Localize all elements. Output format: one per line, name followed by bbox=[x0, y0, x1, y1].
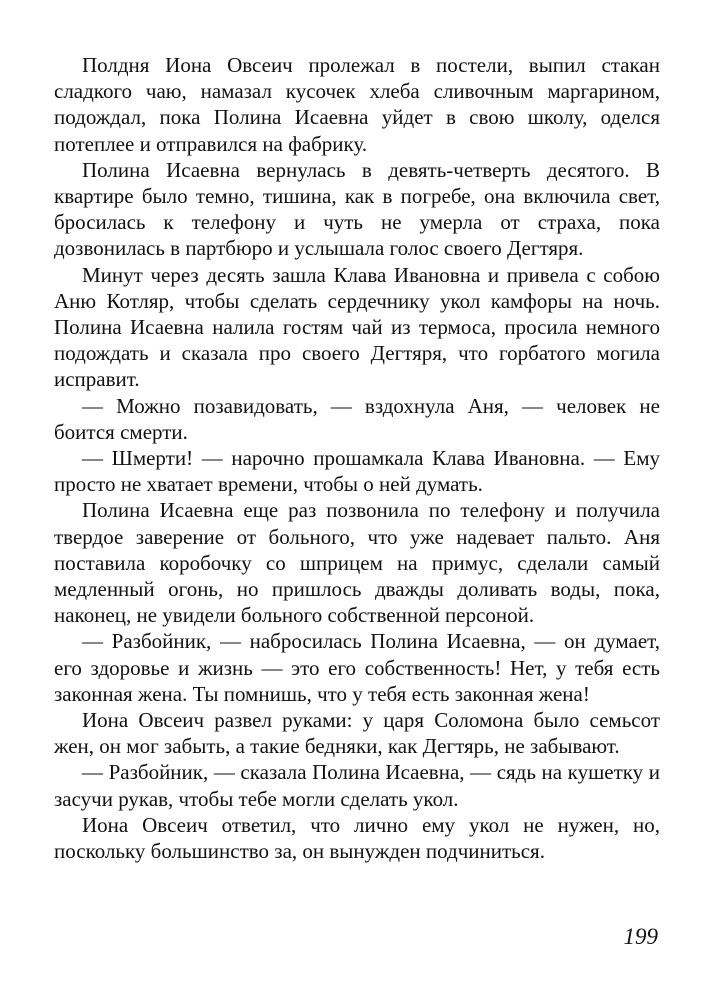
paragraph-1: Полдня Иона Овсеич пролежал в постели, выпил стакан сладкого чаю, намазал кусочек хлеба сливочным маргарином, подождал, пока Полина Исаевна уйдет в свою школу, оделся потеплее и отправился на фабрику. bbox=[54, 53, 660, 156]
paragraph-10: Иона Овсеич ответил, что лично ему укол не нужен, но, поскольку большинство за, он вынужден подчиниться. bbox=[54, 812, 660, 864]
paragraph-2: Полина Исаевна вернулась в девять-четверть десятого. В квартире было темно, тишина, как в погребе, она включила свет, бросилась к телефону и чуть не умерла от страха, пока дозвонилась в партбюро и услышала голос своего Дегтяря. bbox=[54, 157, 660, 261]
page-text bbox=[54, 52, 660, 864]
paragraph-5: — Шмерти! — нарочно прошамкала Клава Ивановна. — Ему просто не хватает времени, чтобы о ней думать. bbox=[54, 446, 660, 497]
page-number: 199 bbox=[623, 924, 658, 949]
paragraph-7: — Разбойник, — набросилась Полина Исаевна, — он думает, его здоровье и жизнь — это его собственность! Нет, у тебя есть законная жена. Ты помнишь, что у тебя есть законная жена! bbox=[54, 629, 660, 706]
paragraph-3: Минут через десять зашла Клава Ивановна и привела с собою Аню Котляр, чтобы сделать сердечнику укол камфоры на ночь. Полина Исаевна налила гостям чай из термоса, просила немного подождать и сказала про своего Дегтяря, что горбатого могила исправит. bbox=[54, 262, 660, 392]
paragraph-9: — Разбойник, — сказала Полина Исаевна, — сядь на кушетку и засучи рукав, чтобы тебе могли сделать укол. bbox=[54, 760, 660, 811]
paragraph-6: Полина Исаевна еще раз позвонила по телефону и получила твердое заверение от больного, что уже надевает пальто. Аня поставила коробочку со шприцем на примус, сделали самый медленный огонь, но пришлось дважды доливать воды, пока, наконец, не увидели больного собственной персоной. bbox=[54, 498, 660, 628]
paragraph-8: Иона Овсеич развел руками: у царя Соломона было семьсот жен, он мог забыть, а такие бедняки, как Дегтярь, не забывают. bbox=[54, 708, 660, 759]
paragraph-4: — Можно позавидовать, — вздохнула Аня, — человек не боится смерти. bbox=[54, 393, 660, 444]
